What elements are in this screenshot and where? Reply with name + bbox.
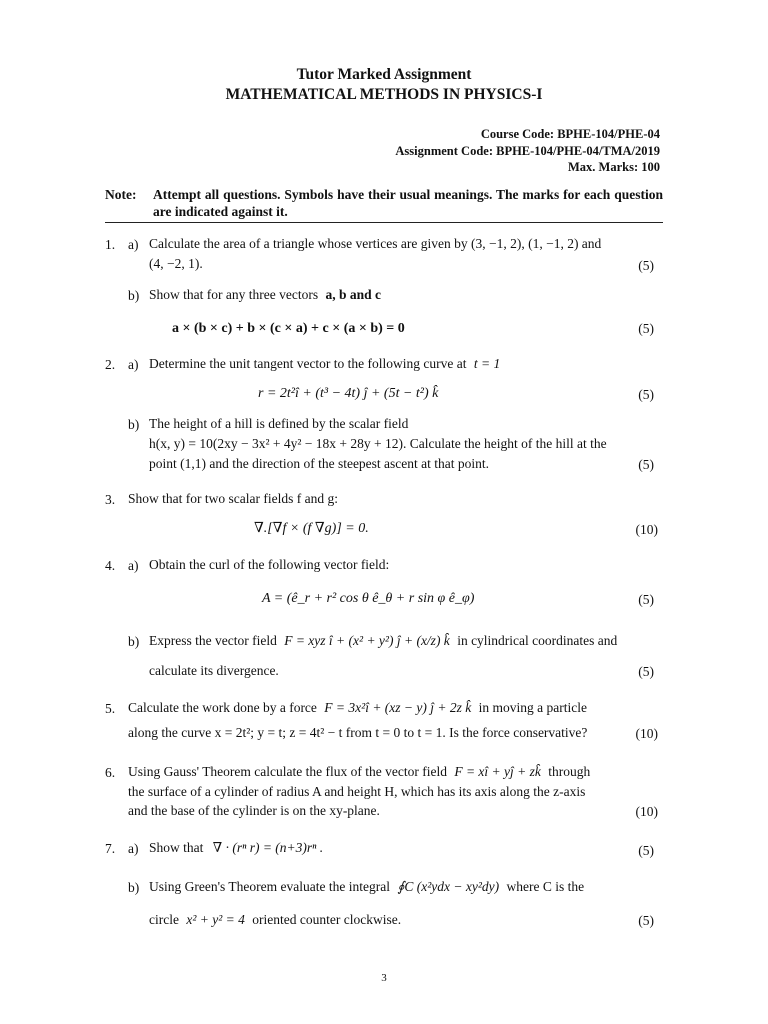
q7b-line2-end: oriented counter clockwise. (252, 912, 402, 927)
q4-number: 4. (105, 558, 116, 573)
q3-marks: (10) (635, 522, 658, 537)
q2b-line3: point (1,1) and the direction of the steepest ascent at that point. (149, 456, 490, 471)
q7b-line2 (149, 910, 629, 930)
q7b-integral: ∮C (x²ydx − xy²dy) (397, 879, 500, 894)
q2a-label: a) (128, 357, 139, 372)
q6-number: 6. (105, 765, 116, 780)
q7b-marks: (5) (638, 913, 654, 928)
q7b-text-start: Using Green's Theorem evaluate the integral (149, 879, 390, 894)
q7a-text (149, 838, 629, 858)
q6-line1-start: Using Gauss' Theorem calculate the flux of the vector field (128, 764, 447, 779)
q6-marks: (10) (635, 804, 658, 819)
q5-marks: (10) (635, 726, 658, 741)
max-marks: Max. Marks: 100 (568, 160, 660, 174)
q1b-vectors: a, b and c (325, 287, 381, 302)
q4b-line2: calculate its divergence. (149, 663, 279, 678)
q6-line2: the surface of a cylinder of radius A and height H, which has its axis along the z-axis (128, 784, 586, 799)
page-title: Tutor Marked Assignment (296, 66, 472, 83)
q4a-equation: A = (ê_r + r² cos θ ê_θ + r sin φ ê_φ) (262, 591, 475, 606)
q4a-label: a) (128, 558, 139, 573)
q2b-line1: The height of a hill is defined by the scalar field (149, 416, 409, 431)
q2a-marks: (5) (638, 387, 654, 402)
q7b-line2-start: circle (149, 912, 179, 927)
q7-number: 7. (105, 841, 116, 856)
q2a-equation: r = 2t²î + (t³ − 4t) ĵ + (5t − t²) k̂ (258, 386, 439, 401)
q7a-marks: (5) (638, 843, 654, 858)
q6-field-equation: F = xî + yĵ + zk̂ (454, 764, 541, 779)
q4a-marks: (5) (638, 592, 654, 607)
q4a-text: Obtain the curl of the following vector field: (149, 557, 390, 572)
q1b-equation-text: a × (b × c) + b × (c × a) + c × (a × b) = 0 (172, 321, 405, 336)
q2a-condition: t = 1 (473, 356, 501, 371)
q1a-marks: (5) (638, 258, 654, 273)
q1b-text-content: Show that for any three vectors (149, 287, 319, 302)
q7b-circle-equation: x² + y² = 4 (186, 912, 245, 927)
q5-line1-end: in moving a particle (478, 700, 587, 715)
note (105, 186, 663, 220)
q2b-line2: h(x, y) = 10(2xy − 3x² + 4y² − 18x + 28y + 12). Calculate the height of the hill at the (149, 436, 607, 451)
header-divider (105, 222, 663, 223)
course-code: Course Code: BPHE-104/PHE-04 (480, 127, 660, 141)
q6-line1 (128, 762, 628, 782)
q6-line1-end: through (548, 764, 591, 779)
q5-line1 (128, 698, 628, 718)
q5-line1-start: Calculate the work done by a force (128, 700, 317, 715)
q7a-text-content: Show that (149, 840, 204, 855)
q4b-label: b) (128, 634, 140, 649)
page-subtitle: MATHEMATICAL METHODS IN PHYSICS-I (225, 86, 543, 103)
q5-number: 5. (105, 701, 116, 716)
q5-force-equation: F = 3x²î + (xz − y) ĵ + 2z k̂ (324, 700, 472, 715)
note-text: Attempt all questions. Symbols have their usual meanings. The marks for each question are indicated against it. (153, 187, 663, 219)
q2b-marks: (5) (638, 457, 654, 472)
q2-number: 2. (105, 357, 116, 372)
q4b-text-start: Express the vector field (149, 633, 277, 648)
q1a-label: a) (128, 237, 139, 252)
q4b-text-end: in cylindrical coordinates and (457, 633, 618, 648)
assignment-code: Assignment Code: BPHE-104/PHE-04/TMA/2019 (395, 143, 660, 158)
q7b-text-end: where C is the (506, 879, 585, 894)
q6-line3: and the base of the cylinder is on the xy-plane. (128, 803, 380, 818)
q2a-text (149, 354, 629, 374)
q4b-marks: (5) (638, 664, 654, 679)
q3-equation: ∇.[∇f × (f ∇g)] = 0. (254, 521, 369, 536)
q3-text: Show that for two scalar fields f and g: (128, 491, 338, 506)
page-number: 3 (381, 972, 387, 984)
q4b-equation: F = xyz î + (x² + y²) ĵ + (x/z) k̂ (284, 633, 450, 648)
q7b-text (149, 877, 629, 897)
q2b-label: b) (128, 417, 140, 432)
q1a-line2: (4, −2, 1). (149, 256, 203, 271)
q7a-label: a) (128, 841, 139, 856)
q1b-label: b) (128, 288, 140, 303)
q2a-text-content: Determine the unit tangent vector to the following curve at (149, 356, 467, 371)
q7a-equation: ∇ · (rⁿ r) = (n+3)rⁿ . (212, 840, 324, 855)
q1b-equation (172, 321, 405, 337)
course-info (395, 126, 660, 176)
q3-number: 3. (105, 492, 116, 507)
note-label: Note: (105, 187, 137, 202)
q1a-line1: Calculate the area of a triangle whose vertices are given by (3, −1, 2), (1, −1, 2) and (149, 236, 602, 251)
q5-line2: along the curve x = 2t²; y = t; z = 4t² − t from t = 0 to t = 1. Is the force conservative? (128, 725, 588, 740)
q1-number: 1. (105, 237, 116, 252)
q1b-text (149, 285, 381, 305)
q1b-marks: (5) (638, 321, 654, 336)
q7b-label: b) (128, 880, 140, 895)
q4b-text (149, 631, 649, 651)
